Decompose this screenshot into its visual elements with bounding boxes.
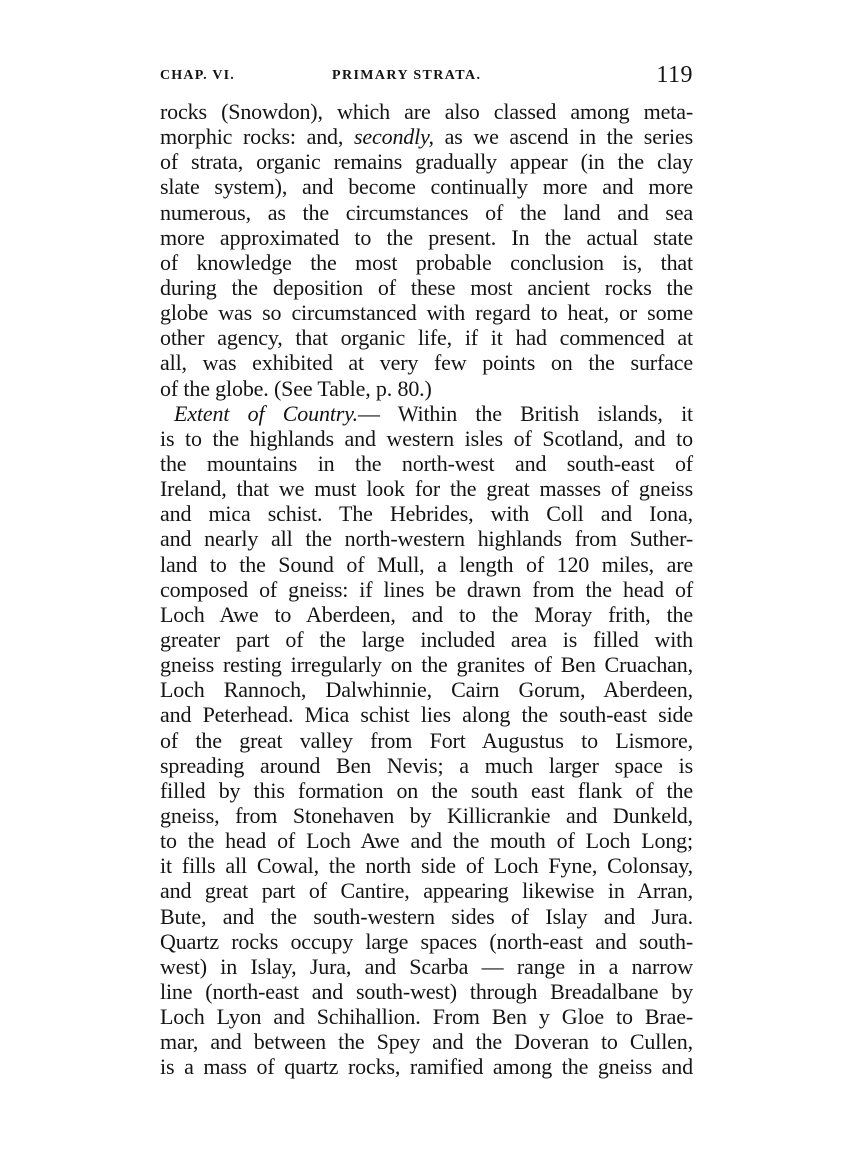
text-line: of the great valley from Fort Augustus to Lismore, [160, 727, 693, 753]
page-number: 119 [656, 62, 693, 88]
text-line: spreading around Ben Nevis; a much larger space is [160, 752, 693, 778]
text-line: the mountains in the north-west and south-east of [160, 450, 693, 476]
text-line: Quartz rocks occupy large spaces (north-east and south- [160, 928, 693, 954]
text-line: greater part of the large included area is filled with [160, 626, 693, 652]
text-span: — Within the British islands, it [357, 400, 693, 426]
text-line: west) in Islay, Jura, and Scarba — range in a narrow [160, 953, 693, 979]
section-heading-line [160, 401, 693, 426]
text-line: is to the highlands and western isles of Scotland, and to [160, 425, 693, 451]
body-text [160, 99, 693, 1079]
text-line: Bute, and the south-western sides of Islay and Jura. [160, 903, 693, 929]
chapter-label: CHAP. VI. [160, 68, 235, 83]
text-line: and great part of Cantire, appearing likewise in Arran, [160, 878, 693, 904]
text-line: rocks (Snowdon), which are also classed among meta- [160, 99, 693, 124]
text-line: of knowledge the most probable conclusion is, that [160, 249, 693, 275]
text-line: more approximated to the present. In the actual state [160, 224, 693, 250]
text-line: it fills all Cowal, the north side of Loch Fyne, Colonsay, [160, 853, 693, 879]
text-line: Loch Lyon and Schihallion. From Ben y Gloe to Brae- [160, 1004, 693, 1030]
text-line: and Peterhead. Mica schist lies along the south-east side [160, 702, 693, 728]
text-line: during the deposition of these most ancient rocks the [160, 274, 693, 300]
text-line: and mica schist. The Hebrides, with Coll and Iona, [160, 501, 693, 527]
text-line: land to the Sound of Mull, a length of 120 miles, are [160, 551, 693, 577]
text-line: numerous, as the circumstances of the land and sea [160, 199, 693, 225]
text-line: gneiss, from Stonehaven by Killicrankie and Dunkeld, [160, 802, 693, 828]
text-span: morphic rocks: and, [160, 124, 354, 150]
text-span: as we ascend in the series [433, 124, 693, 150]
text-line: gneiss resting irregularly on the granites of Ben Cruachan, [160, 652, 693, 678]
text-line: composed of gneiss: if lines be drawn from the head of [160, 576, 693, 602]
text-line: filled by this formation on the south east flank of the [160, 777, 693, 803]
text-line: mar, and between the Spey and the Doveran to Cullen, [160, 1029, 693, 1055]
text-line [160, 124, 693, 149]
text-line: of strata, organic remains gradually appear (in the clay [160, 149, 693, 175]
text-line: of the globe. (See Table, p. 80.) [160, 375, 432, 401]
text-line: line (north-east and south-west) through Breadalbane by [160, 978, 693, 1004]
text-line: Loch Awe to Aberdeen, and to the Moray frith, the [160, 601, 693, 627]
text-line: is a mass of quartz rocks, ramified among the gneiss and [160, 1054, 693, 1080]
text-line: Loch Rannoch, Dalwhinnie, Cairn Gorum, Aberdeen, [160, 677, 693, 703]
text-line: other agency, that organic life, if it had commenced at [160, 325, 693, 351]
text-line: to the head of Loch Awe and the mouth of Loch Long; [160, 828, 693, 854]
text-line: slate system), and become continually more and more [160, 174, 693, 200]
italic-word: secondly, [353, 124, 434, 150]
text-line: Ireland, that we must look for the great masses of gneiss [160, 476, 693, 502]
running-title: PRIMARY STRATA. [332, 68, 482, 83]
section-heading: Extent of Country. [174, 400, 358, 426]
running-header [160, 62, 693, 94]
text-line: and nearly all the north-western highlands from Suther- [160, 526, 693, 552]
text-line: globe was so circumstanced with regard to heat, or some [160, 300, 693, 326]
text-line: all, was exhibited at very few points on the surface [160, 350, 693, 376]
